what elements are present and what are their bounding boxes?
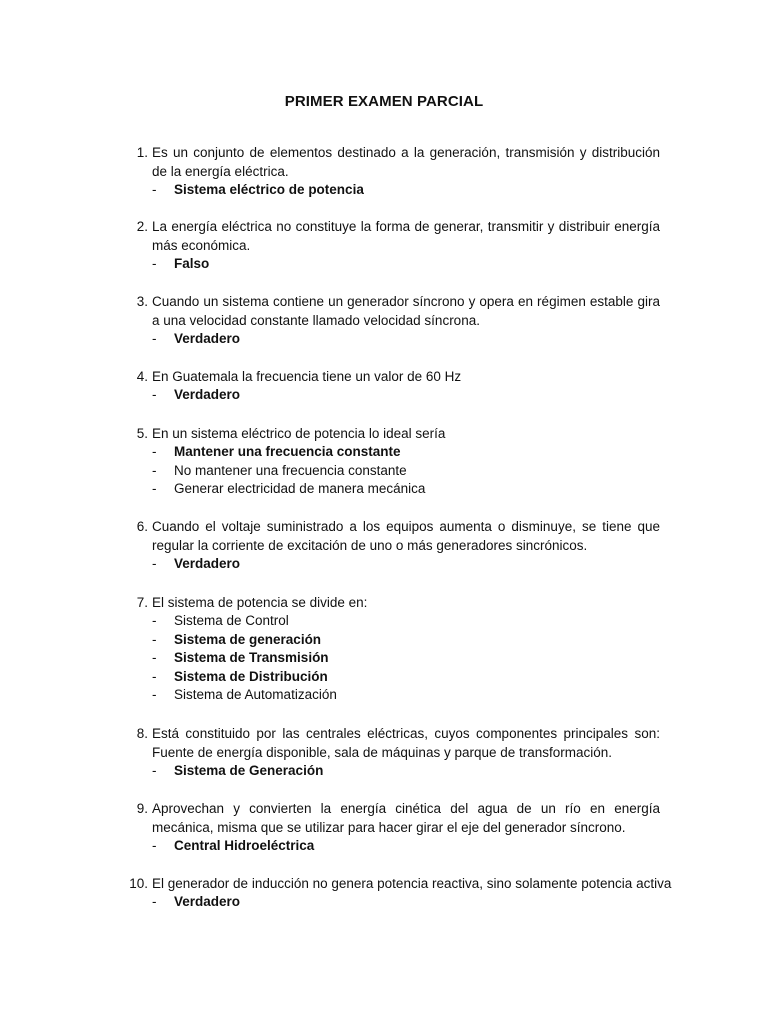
question-number: 10. <box>129 876 148 891</box>
bullet-dash: - <box>152 387 157 402</box>
bullet-dash: - <box>152 182 157 197</box>
bullet-dash: - <box>152 481 157 497</box>
bullet-dash: - <box>152 763 157 778</box>
question-number: 2. <box>136 219 148 234</box>
bullet-dash: - <box>152 650 157 666</box>
answer-option-label: Sistema de Transmisión <box>174 650 329 666</box>
answer-options <box>152 555 660 574</box>
answer-option-label: Mantener una frecuencia constante <box>174 444 401 459</box>
question-text: Es un conjunto de elementos destinado a la generación, transmisión y distribución de la energía eléctrica. <box>152 145 660 179</box>
page-title: PRIMER EXAMEN PARCIAL <box>284 93 484 110</box>
answer-option-label: Sistema de Generación <box>174 763 324 778</box>
question-text: Cuando un sistema contiene un generador síncrono y opera en régimen estable gira a una velocidad constante llamado velocidad síncrona. <box>152 294 660 328</box>
answer-option <box>152 686 660 705</box>
question-text: En un sistema eléctrico de potencia lo ideal sería <box>152 426 446 441</box>
answer-options <box>152 443 660 499</box>
answer-option-label: Central Hidroeléctrica <box>174 838 315 853</box>
answer-option-selected <box>152 762 660 781</box>
answer-option-label: Verdadero <box>174 387 241 402</box>
answer-option-selected <box>152 330 660 349</box>
answer-option-label: Falso <box>174 256 210 271</box>
bullet-dash: - <box>152 613 157 628</box>
question-text: El generador de inducción no genera potencia reactiva, sino solamente potencia activa <box>152 876 672 891</box>
bullet-dash: - <box>152 631 157 647</box>
bullet-dash: - <box>152 256 157 271</box>
question-number: 4. <box>136 369 148 384</box>
answer-option-label: Sistema de Control <box>174 613 289 628</box>
answer-option-label: Sistema de generación <box>174 631 322 647</box>
question-number: 1. <box>136 145 148 160</box>
question-number: 3. <box>136 294 148 309</box>
answer-option <box>152 612 660 631</box>
answer-options <box>152 386 660 405</box>
bullet-dash: - <box>152 668 157 684</box>
bullet-dash: - <box>152 687 157 703</box>
answer-options <box>152 612 660 705</box>
bullet-dash: - <box>152 838 157 853</box>
question-text: Está constituido por las centrales eléctricas, cuyos componentes principales son: Fuente de energía disponible, sala de máquinas y parque de transformación. <box>152 726 660 760</box>
answer-option-selected <box>152 443 660 462</box>
question-number: 9. <box>136 801 148 816</box>
answer-option <box>152 480 660 499</box>
answer-options <box>152 181 660 200</box>
question-number: 8. <box>136 726 148 741</box>
bullet-dash: - <box>152 462 157 478</box>
answer-option-selected <box>152 893 660 912</box>
bullet-dash: - <box>152 331 157 346</box>
answer-option-label: No mantener una frecuencia constante <box>174 462 407 478</box>
answer-option-selected <box>152 255 660 274</box>
answer-option-selected <box>152 181 660 200</box>
answer-options <box>152 762 660 781</box>
answer-options <box>152 837 660 856</box>
answer-option-selected <box>152 555 660 574</box>
question-number: 6. <box>136 519 148 534</box>
answer-option-selected <box>152 649 660 668</box>
bullet-dash: - <box>152 444 157 459</box>
answer-option-label: Verdadero <box>174 894 241 909</box>
answer-option-label: Sistema eléctrico de potencia <box>174 182 364 197</box>
bullet-dash: - <box>152 894 157 909</box>
bullet-dash: - <box>152 556 157 571</box>
answer-option-label: Generar electricidad de manera mecánica <box>174 481 426 497</box>
answer-options <box>152 893 660 912</box>
answer-option-label: Sistema de Distribución <box>174 668 328 684</box>
question-text: Aprovechan y convierten la energía cinética del agua de un río en energía mecánica, misma que se utilizar para hacer girar el eje del generador síncrono. <box>152 801 660 835</box>
answer-options <box>152 330 660 349</box>
answer-option-label: Verdadero <box>174 556 241 571</box>
answer-option-label: Sistema de Automatización <box>174 687 337 703</box>
answer-option-selected <box>152 668 660 687</box>
answer-option-label: Verdadero <box>174 331 241 346</box>
question-text: La energía eléctrica no constituye la forma de generar, transmitir y distribuir energía más económica. <box>152 219 660 253</box>
answer-option-selected <box>152 837 660 856</box>
question-text: En Guatemala la frecuencia tiene un valor de 60 Hz <box>152 369 462 384</box>
question-number: 5. <box>136 426 148 441</box>
question-text: El sistema de potencia se divide en: <box>152 595 368 610</box>
answer-option <box>152 462 660 481</box>
question-number: 7. <box>136 595 148 610</box>
question-text: Cuando el voltaje suministrado a los equipos aumenta o disminuye, se tiene que regular la corriente de excitación de uno o más generadores sincrónicos. <box>152 519 660 553</box>
answer-option-selected <box>152 631 660 650</box>
answer-option-selected <box>152 386 660 405</box>
answer-options <box>152 255 660 274</box>
